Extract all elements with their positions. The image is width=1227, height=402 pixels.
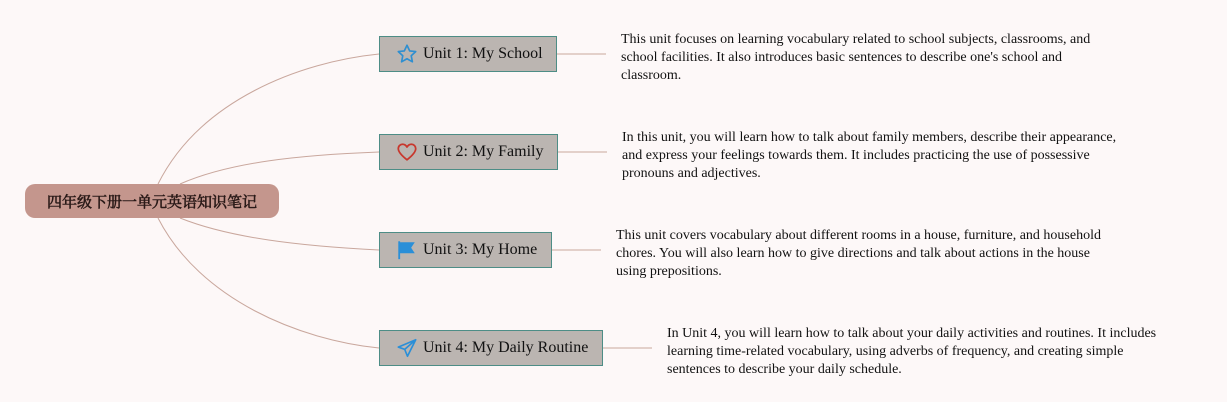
unit-3-description: This unit covers vocabulary about different rooms in a house, furniture, and household chores. You will also learn how to give directions and talk about actions in the house using prepositions.: [616, 228, 1101, 279]
unit-4-label: Unit 4: My Daily Routine: [423, 339, 589, 356]
unit-1-node[interactable]: [379, 36, 557, 72]
star-icon: [396, 43, 418, 65]
heart-icon: [396, 141, 418, 163]
connector-root-unit-4: [158, 218, 379, 348]
unit-2-label: Unit 2: My Family: [423, 143, 544, 160]
connector-root-unit-2: [180, 152, 379, 184]
unit-3-node[interactable]: [379, 232, 552, 268]
unit-4-node[interactable]: [379, 330, 603, 366]
unit-1-label: Unit 1: My School: [423, 45, 543, 62]
paper-plane-icon: [396, 337, 418, 359]
connector-root-unit-1: [158, 54, 379, 184]
unit-3-label: Unit 3: My Home: [423, 241, 538, 258]
connector-root-unit-3: [180, 218, 379, 250]
unit-4-description: In Unit 4, you will learn how to talk about your daily activities and routines. It includes learning time-related vocabulary, using adverbs of frequency, and creating simple sentences to describe your daily schedule.: [667, 326, 1157, 377]
flag-icon: [396, 239, 418, 261]
unit-1-description: This unit focuses on learning vocabulary related to school subjects, classrooms, and school facilities. It also introduces basic sentences to describe one's school and classroom.: [621, 32, 1091, 83]
root-topic[interactable]: [25, 184, 279, 218]
root-topic-label: 四年级下册一单元英语知识笔记: [46, 192, 257, 211]
unit-2-description: In this unit, you will learn how to talk about family members, describe their appearance, and express your feelings towards them. It includes practicing the use of possessive pronouns and adjectives.: [622, 130, 1117, 181]
unit-2-node[interactable]: [379, 134, 558, 170]
